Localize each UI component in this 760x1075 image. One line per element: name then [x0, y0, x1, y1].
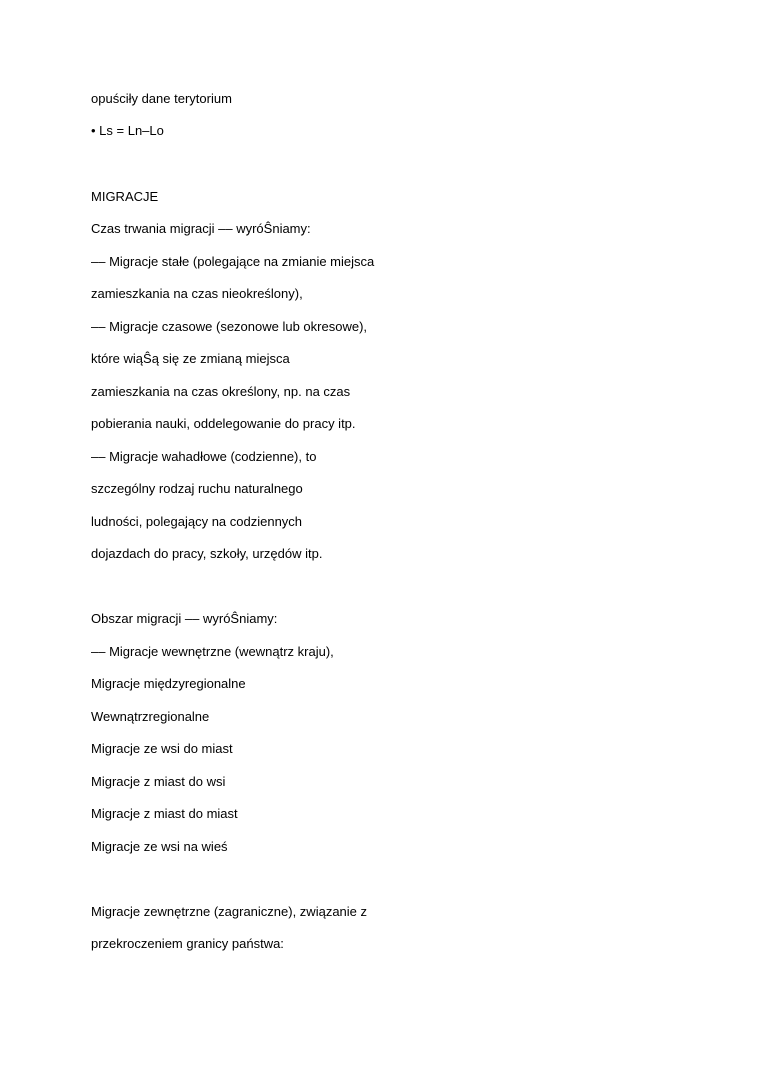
text-line: Czas trwania migracji –– wyróŜniamy:: [91, 221, 311, 236]
formula-line: • Ls = Ln–Lo: [91, 123, 164, 138]
text-line: szczególny rodzaj ruchu naturalnego: [91, 481, 303, 496]
text-line: –– Migracje wewnętrzne (wewnątrz kraju),: [91, 644, 334, 659]
text-line: Migracje międzyregionalne: [91, 676, 246, 691]
text-line: –– Migracje stałe (polegające na zmianie miejsca: [91, 254, 375, 269]
text-line: ludności, polegający na codziennych: [91, 514, 303, 529]
text-line: Wewnątrzregionalne: [91, 709, 210, 724]
text-line: Migracje ze wsi na wieś: [91, 839, 228, 854]
text-line: które wiąŜą się ze zmianą miejsca: [91, 351, 290, 366]
text-line: opuściły dane terytorium: [91, 91, 232, 106]
text-line: –– Migracje wahadłowe (codzienne), to: [91, 449, 317, 464]
text-line: Obszar migracji –– wyróŜniamy:: [91, 611, 278, 626]
text-line: przekroczeniem granicy państwa:: [91, 936, 284, 951]
text-line: pobierania nauki, oddelegowanie do pracy itp.: [91, 416, 356, 431]
text-line: –– Migracje czasowe (sezonowe lub okresowe),: [91, 319, 368, 334]
text-line: zamieszkania na czas nieokreślony),: [91, 286, 303, 301]
text-line: Migracje z miast do wsi: [91, 774, 226, 789]
text-line: Migracje ze wsi do miast: [91, 741, 233, 756]
text-line: Migracje zewnętrzne (zagraniczne), związanie z: [91, 904, 368, 919]
text-line: dojazdach do pracy, szkoły, urzędów itp.: [91, 546, 323, 561]
section-heading: MIGRACJE: [91, 189, 159, 204]
text-line: Migracje z miast do miast: [91, 806, 238, 821]
text-line: zamieszkania na czas określony, np. na czas: [91, 384, 351, 399]
